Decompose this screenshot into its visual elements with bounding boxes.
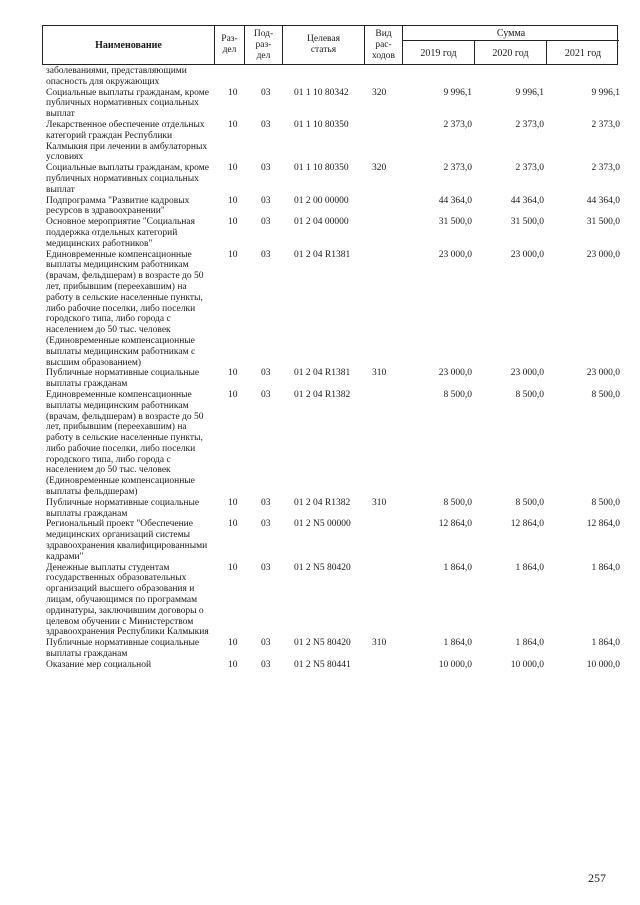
header-name: Наименование [43,26,215,64]
row-podrazdel: 03 [261,389,271,400]
row-razdel: 10 [228,249,238,260]
row-name: Оказание мер социальной [46,659,152,670]
row-name: Социальные выплаты гражданам, кроме публичных нормативных социальных выплат [46,163,209,195]
row-sum-2019: 10 000,0 [438,659,472,670]
row-sum-2021: 2 373,0 [591,163,620,174]
row-sum-2021: 12 864,0 [586,519,620,530]
row-sum-2019: 44 364,0 [438,195,472,206]
row-sum-2021: 1 864,0 [591,562,620,573]
row-sum-2020: 10 000,0 [510,659,544,670]
row-target: 01 2 N5 00000 [294,519,351,530]
row-target: 01 1 10 80350 [294,163,349,174]
row-name: Публичные нормативные социальные выплаты гражданам [46,497,200,519]
row-sum-2020: 1 864,0 [515,562,544,573]
row-sum-2021: 8 500,0 [591,497,620,508]
table-row [42,88,622,120]
table-body [42,66,622,671]
row-sum-2019: 1 864,0 [443,638,472,649]
row-podrazdel: 03 [261,249,271,260]
row-sum-2020: 12 864,0 [510,519,544,530]
row-sum-2021: 44 364,0 [586,195,620,206]
row-name: Лекарственное обеспечение отдельных категорий граждан Республики Калмыкия при лечении в амбулаторных условиях [46,119,208,163]
row-sum-2019: 8 500,0 [443,497,472,508]
row-sum-2019: 2 373,0 [443,119,472,130]
row-razdel: 10 [228,497,238,508]
table-row [42,390,622,498]
row-sum-2020: 8 500,0 [515,497,544,508]
row-target: 01 2 04 R1382 [294,389,351,400]
row-vid: 320 [372,87,387,98]
row-target: 01 2 04 R1381 [294,368,351,379]
header-year-2021: 2021 год [564,47,602,59]
row-sum-2020: 2 373,0 [515,163,544,174]
row-podrazdel: 03 [261,87,271,98]
row-podrazdel: 03 [261,195,271,206]
row-target: 01 2 04 R1381 [294,249,351,260]
table-header [42,25,618,65]
table-row [42,498,622,520]
row-vid: 320 [372,163,387,174]
row-sum-2019: 8 500,0 [443,389,472,400]
row-podrazdel: 03 [261,368,271,379]
table-row [42,660,622,671]
header-razdel: Раз- дел [215,26,245,64]
row-sum-2021: 1 864,0 [591,638,620,649]
row-sum-2021: 31 500,0 [586,217,620,228]
row-name: Публичные нормативные социальные выплаты гражданам [46,368,200,390]
row-razdel: 10 [228,519,238,530]
row-name: Единовременные компенсационные выплаты медицинским работникам (врачам, фельдшерам) в возрасте до 50 лет, прибывшим (переехавшим) на работу в сельские населенные пункты, либо рабочие поселки, либо поселки городского типа, либо города с населением до 50 тыс. человек (Единовременные компенсационные выплаты фельдшерам) [46,389,204,498]
row-sum-2020: 31 500,0 [510,217,544,228]
row-target: 01 2 04 00000 [294,217,349,228]
row-name: Основное мероприятие "Социальная поддержка отдельных категорий медицинских работников" [46,217,195,249]
row-sum-2020: 23 000,0 [510,368,544,379]
row-name: Публичные нормативные социальные выплаты гражданам [46,638,200,660]
row-sum-2021: 2 373,0 [591,119,620,130]
row-name: Социальные выплаты гражданам, кроме публичных нормативных социальных выплат [46,87,209,120]
row-sum-2020: 8 500,0 [515,389,544,400]
table-row [42,519,622,562]
row-razdel: 10 [228,562,238,573]
row-target: 01 2 N5 80441 [294,659,351,670]
row-podrazdel: 03 [261,497,271,508]
row-target: 01 1 10 80342 [294,87,349,98]
row-sum-2019: 23 000,0 [438,368,472,379]
table-row [42,120,622,163]
row-podrazdel: 03 [261,519,271,530]
row-sum-2021: 23 000,0 [586,249,620,260]
row-sum-2019: 12 864,0 [438,519,472,530]
row-razdel: 10 [228,119,238,130]
header-year-2020: 2020 год [475,41,547,65]
row-podrazdel: 03 [261,163,271,174]
table-row [42,217,622,249]
row-razdel: 10 [228,163,238,174]
row-sum-2020: 9 996,1 [515,87,544,98]
row-podrazdel: 03 [261,562,271,573]
row-sum-2020: 2 373,0 [515,119,544,130]
row-sum-2021: 23 000,0 [586,368,620,379]
row-name: заболеваниями, представляющими опасность для окружающих [46,66,187,87]
row-razdel: 10 [228,217,238,228]
row-razdel: 10 [228,659,238,670]
row-sum-2020: 1 864,0 [515,638,544,649]
table-row [42,163,622,195]
row-podrazdel: 03 [261,119,271,130]
row-razdel: 10 [228,638,238,649]
row-sum-2019: 31 500,0 [438,217,472,228]
row-sum-2019: 23 000,0 [438,249,472,260]
table-row [42,66,622,88]
row-razdel: 10 [228,87,238,98]
header-vid: Вид рас- ходов [365,26,403,64]
header-year-2019: 2019 год [403,41,475,65]
row-sum-2021: 8 500,0 [591,389,620,400]
row-sum-2020: 23 000,0 [510,249,544,260]
row-sum-2021: 10 000,0 [586,659,620,670]
row-razdel: 10 [228,389,238,400]
header-sum-group [403,26,619,64]
row-target: 01 2 N5 80420 [294,562,351,573]
table-row [42,563,622,639]
row-vid: 310 [372,368,387,379]
row-target: 01 1 10 80350 [294,119,349,130]
table-row [42,638,622,660]
row-sum-2019: 9 996,1 [443,87,472,98]
page-number: 257 [588,871,606,885]
header-sum: Сумма [403,26,619,41]
row-sum-2019: 1 864,0 [443,562,472,573]
row-podrazdel: 03 [261,217,271,228]
row-name: Региональный проект "Обеспечение медицинских организаций системы здравоохранения квалифицированными кадрами" [46,519,208,562]
row-name: Денежные выплаты студентам государственных образовательных организаций высшего образования и лицам, обучающимся по программам ординатуры, заключившим договоры о целевом обучении с Министерством здравоохранения Республики Калмыкия [46,562,209,638]
row-target: 01 2 00 00000 [294,195,349,206]
header-target: Целевая статья [283,26,365,64]
row-podrazdel: 03 [261,638,271,649]
row-vid: 310 [372,638,387,649]
row-razdel: 10 [228,195,238,206]
row-name: Единовременные компенсационные выплаты медицинским работникам (врачам, фельдшерам) в возрасте до 50 лет, прибывшим (переехавшим) на работу в сельские населенные пункты, либо рабочие поселки, либо поселки городского типа, либо города с населением до 50 тыс. человек (Единовременные компенсационные выплаты медицинским работникам с высшим образованием) [46,249,204,368]
row-podrazdel: 03 [261,659,271,670]
header-podrazdel: Под- раз- дел [245,26,283,64]
row-sum-2019: 2 373,0 [443,163,472,174]
row-vid: 310 [372,497,387,508]
table-row [42,368,622,390]
table-row [42,250,622,369]
row-sum-2021: 9 996,1 [591,87,620,98]
row-target: 01 2 04 R1382 [294,497,351,508]
row-razdel: 10 [228,368,238,379]
table-row [42,196,622,218]
row-sum-2020: 44 364,0 [510,195,544,206]
row-target: 01 2 N5 80420 [294,638,351,649]
row-name: Подпрограмма "Развитие кадровых ресурсов в здравоохранении" [46,195,190,217]
